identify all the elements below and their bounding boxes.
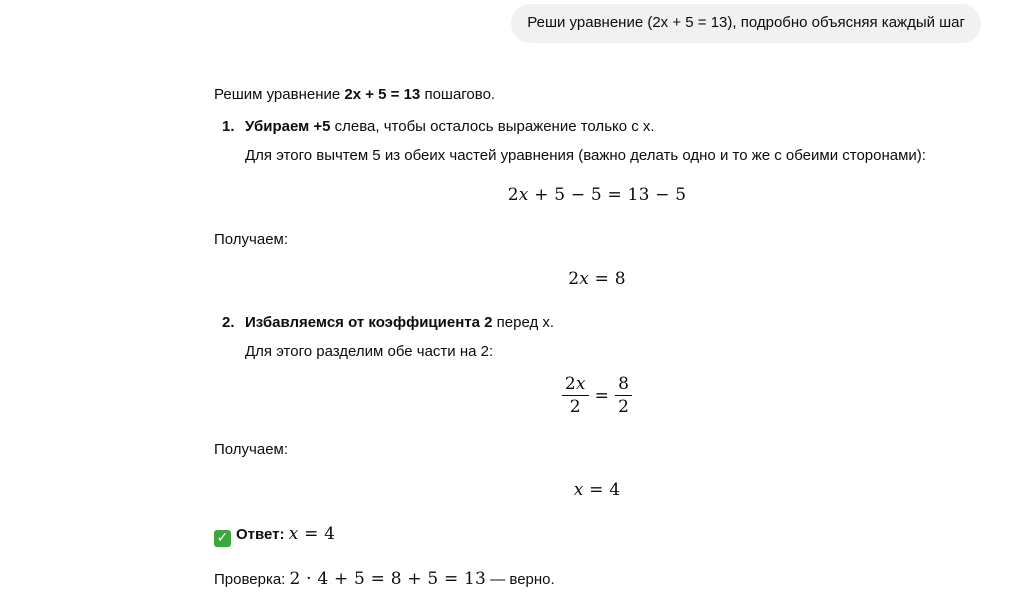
step-2-result-label: Получаем:	[214, 441, 289, 458]
answer-line	[214, 523, 335, 547]
step-1-explanation: Для этого вычтем 5 из обеих частей уравнения (важно делать одно и то же с обеими сторонами):	[245, 147, 926, 164]
step-2-title	[245, 312, 554, 334]
intro-line	[214, 84, 495, 106]
verification-formula: 2 · 4 + 5 = 8 + 5 = 13	[289, 569, 487, 589]
step-1-title-bold: Убираем +5	[245, 118, 331, 135]
verification-line	[214, 568, 555, 591]
right-fraction-numerator: 8	[615, 374, 632, 396]
intro-suffix: пошагово.	[420, 86, 496, 103]
user-message-bubble	[511, 4, 981, 43]
left-fraction	[562, 374, 589, 417]
right-fraction-denominator: 2	[618, 397, 630, 417]
step-2-explanation: Для этого разделим обе части на 2:	[245, 343, 494, 360]
verification-label: Проверка:	[214, 571, 290, 588]
equals-sign: =	[594, 385, 610, 406]
intro-equation: 2x + 5 = 13	[344, 86, 421, 103]
left-fraction-denominator: 2	[569, 397, 581, 417]
step-1-title-rest: слева, чтобы осталось выражение только с x.	[330, 118, 655, 135]
step-1-result-formula-text: 2x = 8	[568, 269, 626, 289]
step-1-formula	[214, 184, 980, 206]
left-fraction-numerator: 2x	[562, 374, 589, 396]
step-1-result-label: Получаем:	[214, 231, 289, 248]
step-1-formula-text: 2x + 5 − 5 = 13 − 5	[507, 185, 687, 205]
step-1-result-formula	[214, 268, 980, 290]
step-1-number: 1.	[222, 118, 235, 135]
check-mark-icon: ✓	[214, 530, 231, 547]
user-message-text: Реши уравнение (2x + 5 = 13), подробно объясняя каждый шаг	[527, 14, 965, 31]
answer-formula: x = 4	[288, 524, 336, 544]
step-2-title-rest: перед x.	[492, 314, 555, 331]
step-2-title-bold: Избавляемся от коэффициента 2	[245, 314, 493, 331]
verification-suffix: — верно.	[486, 571, 555, 588]
step-1-title	[245, 116, 655, 138]
step-2-result-formula-text: x = 4	[573, 480, 621, 500]
step-2-fraction-formula	[214, 374, 980, 417]
step-2-number: 2.	[222, 314, 235, 331]
intro-prefix: Решим уравнение	[214, 86, 345, 103]
right-fraction	[615, 374, 632, 417]
step-2-result-formula	[214, 479, 980, 501]
answer-label: Ответ:	[236, 526, 285, 543]
